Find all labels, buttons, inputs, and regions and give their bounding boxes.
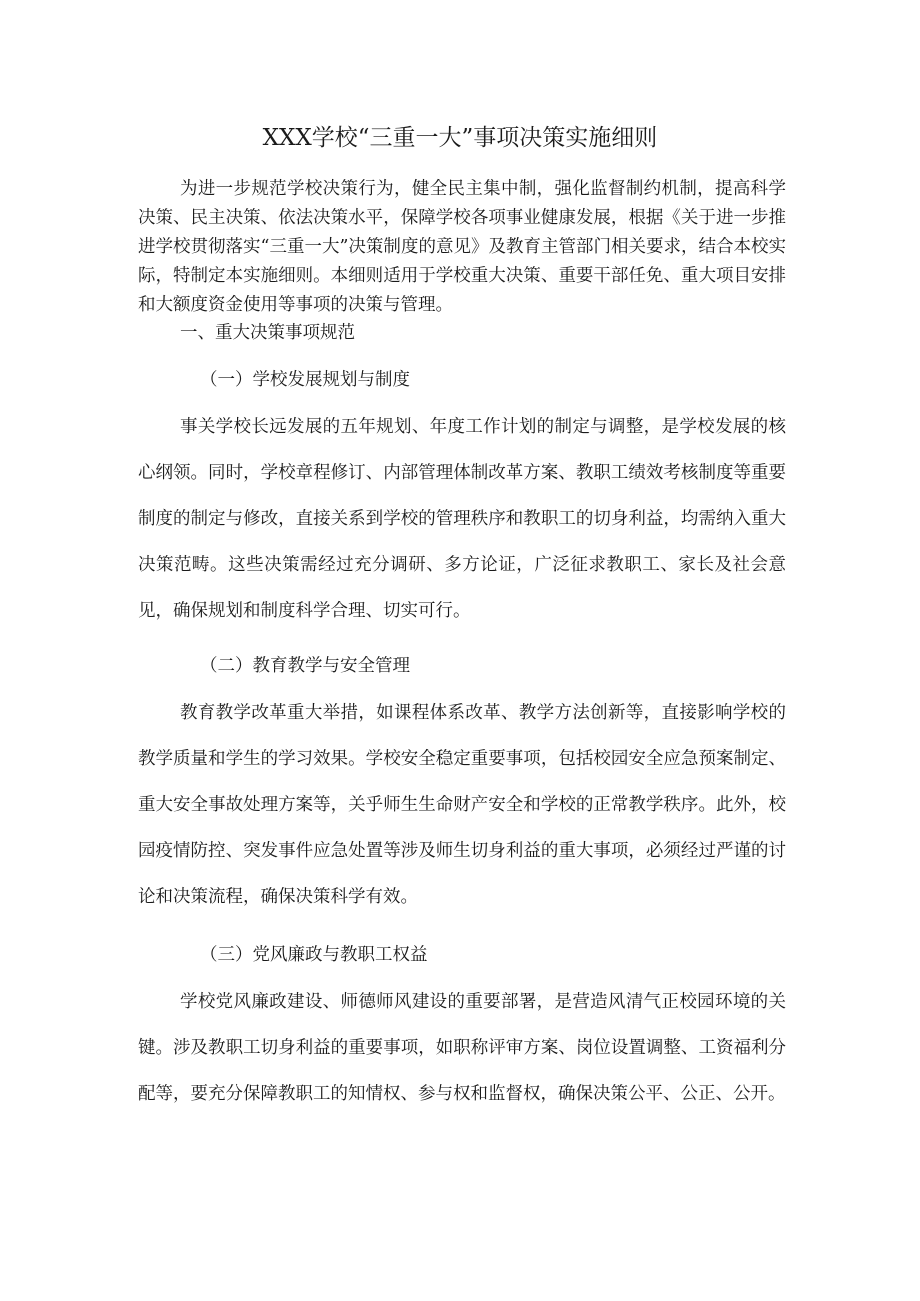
document-title: XXX学校“三重一大”事项决策实施细则 — [262, 125, 658, 151]
subsection-heading-3: （三）党风廉政与教职工权益 — [200, 945, 428, 965]
subsection-paragraph-1: 事关学校长远发展的五年规划、年度工作计划的制定与调整，是学校发展的核心纲领。同时，学校章程修订、内部管理体制改革方案、教职工绩效考核制度等重要制度的制定与修改，直接关系到学校的管理秩序和教职工的切身利益，均需纳入重大决策范畴。这些决策需经过充分调研、多方论证，广泛征求教职工、家长及社会意见，确保规划和制度科学合理、切实可行。 — [138, 417, 786, 621]
subsection-heading-1: （一）学校发展规划与制度 — [200, 370, 410, 390]
section-heading-1: 一、重大决策事项规范 — [180, 323, 355, 343]
intro-paragraph: 为进一步规范学校决策行为，健全民主集中制，强化监督制约机制，提高科学决策、民主决策、依法决策水平，保障学校各项事业健康发展，根据《关于进一步推进学校贯彻落实“三重一大”决策制度的意见》及教育主管部门相关要求，结合本校实际，特制定本实施细则。本细则适用于学校重大决策、重要干部任免、重大项目安排和大额度资金使用等事项的决策与管理。 — [138, 179, 786, 315]
subsection-paragraph-2: 教育教学改革重大举措，如课程体系改革、教学方法创新等，直接影响学校的教学质量和学生的学习效果。学校安全稳定重要事项，包括校园安全应急预案制定、重大安全事故处理方案等，关乎师生生命财产安全和学校的正常教学秩序。此外，校园疫情防控、突发事件应急处置等涉及师生切身利益的重大事项，必须经过严谨的讨论和决策流程，确保决策科学有效。 — [138, 703, 786, 907]
subsection-heading-2: （二）教育教学与安全管理 — [200, 656, 410, 676]
subsection-paragraph-3: 学校党风廉政建设、师德师风建设的重要部署，是营造风清气正校园环境的关键。涉及教职工切身利益的重要事项，如职称评审方案、岗位设置调整、工资福利分配等，要充分保障教职工的知情权、参与权和监督权，确保决策公平、公正、公开。 — [138, 992, 786, 1104]
